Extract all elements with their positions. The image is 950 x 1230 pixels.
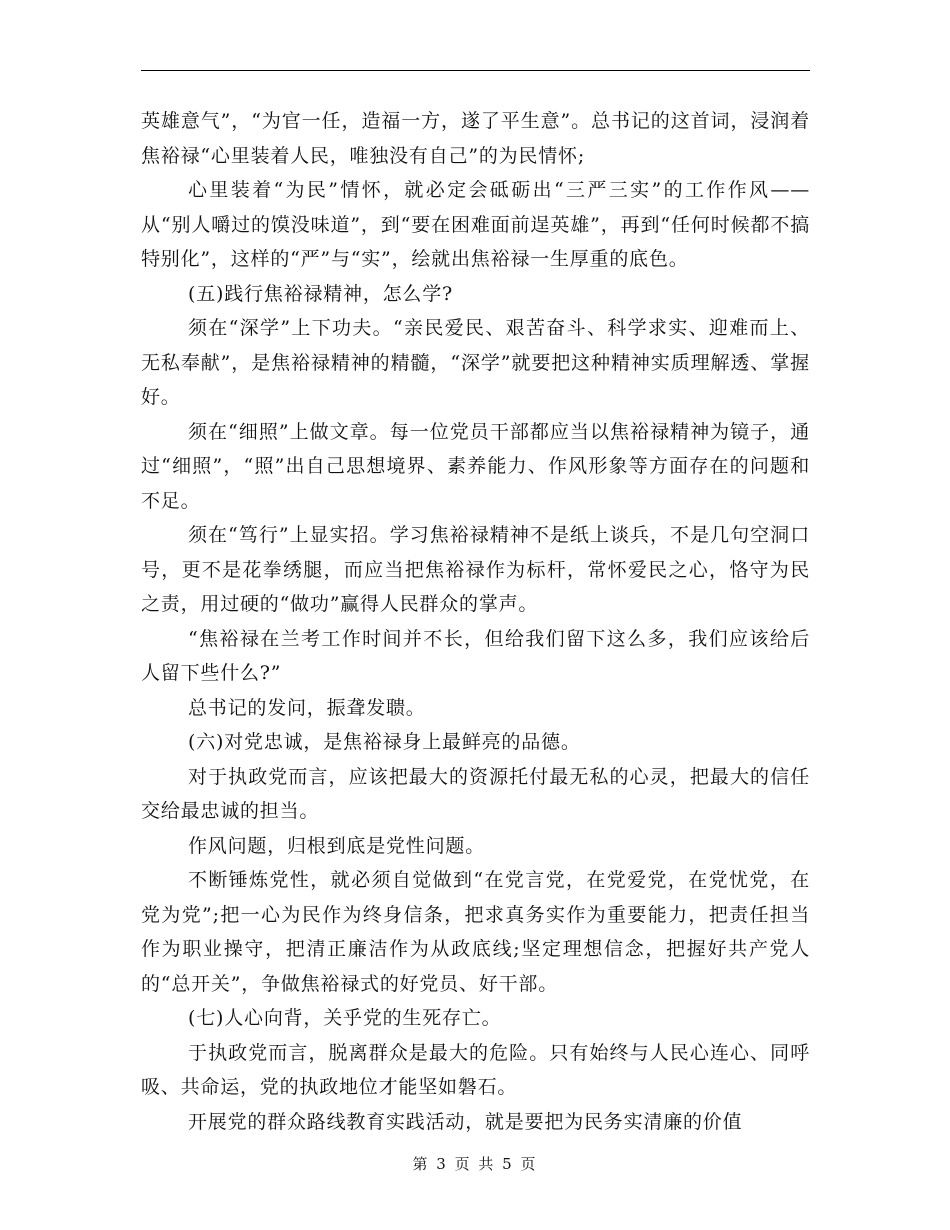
- header-rule: [141, 70, 810, 71]
- section-heading: (七)人心向背，关乎党的生死存亡。: [188, 1007, 502, 1029]
- page-number: 第 3 页 共 5 页: [412, 1155, 538, 1173]
- paragraph: 英雄意气”，“为官一任，造福一方，遂了平生意”。总书记的这首词，浸润着焦裕禄“心里装着人民，唯独没有自己”的为民情怀;: [141, 110, 810, 167]
- paragraph: 于执政党而言，脱离群众是最大的危险。只有始终与人民心连心、同呼吸、共命运，党的执政地位才能坚如磐石。: [141, 1041, 810, 1098]
- paragraph: 作风问题，归根到底是党性问题。: [188, 834, 486, 857]
- section-heading: (六)对党忠诚，是焦裕禄身上最鲜亮的品德。: [188, 731, 581, 753]
- quote-paragraph: “焦裕禄在兰考工作时间并不长，但给我们留下这么多，我们应该给后人留下些什么?”: [141, 627, 810, 684]
- paragraph: 须在“笃行”上显实招。学习焦裕禄精神不是纸上谈兵，不是几句空洞口号，更不是花拳绣腿，而应当把焦裕禄作为标杆，常怀爱民之心，恪守为民之责，用过硬的“做功”赢得人民群众的掌声。: [141, 524, 810, 615]
- paragraph: 须在“细照”上做文章。每一位党员干部都应当以焦裕禄精神为镜子，通过“细照”，“照”出自己思想境界、素养能力、作风形象等方面存在的问题和不足。: [141, 420, 810, 512]
- section-heading: (五)践行焦裕禄精神，怎么学?: [188, 282, 454, 305]
- paragraph: 开展党的群众路线教育实践活动，就是要把为民务实清廉的价值: [188, 1110, 743, 1133]
- document-body: [141, 104, 810, 1139]
- paragraph: 总书记的发问，振聋发聩。: [188, 696, 426, 719]
- paragraph: 不断锤炼党性，就必须自觉做到“在党言党，在党爱党，在党忧党，在党为党”;把一心为民作为终身信条，把求真务实作为重要能力，把责任担当作为职业操守，把清正廉洁作为从政底线;坚定理想信念，把握好共产党人的“总开关”，争做焦裕禄式的好党员、好干部。: [141, 869, 810, 995]
- paragraph: 须在“深学”上下功夫。“亲民爱民、艰苦奋斗、科学求实、迎难而上、无私奉献”，是焦裕禄精神的精髓，“深学”就要把这种精神实质理解透、掌握好。: [141, 317, 810, 408]
- paragraph: 对于执政党而言，应该把最大的资源托付最无私的心灵，把最大的信任交给最忠诚的担当。: [141, 765, 810, 822]
- paragraph: 心里装着“为民”情怀，就必定会砥砺出“三严三实”的工作作风——从“别人嚼过的馍没味道”，到“要在困难面前逞英雄”，再到“任何时候都不搞特别化”，这样的“严”与“实”，绘就出焦裕禄一生厚重的底色。: [141, 179, 810, 270]
